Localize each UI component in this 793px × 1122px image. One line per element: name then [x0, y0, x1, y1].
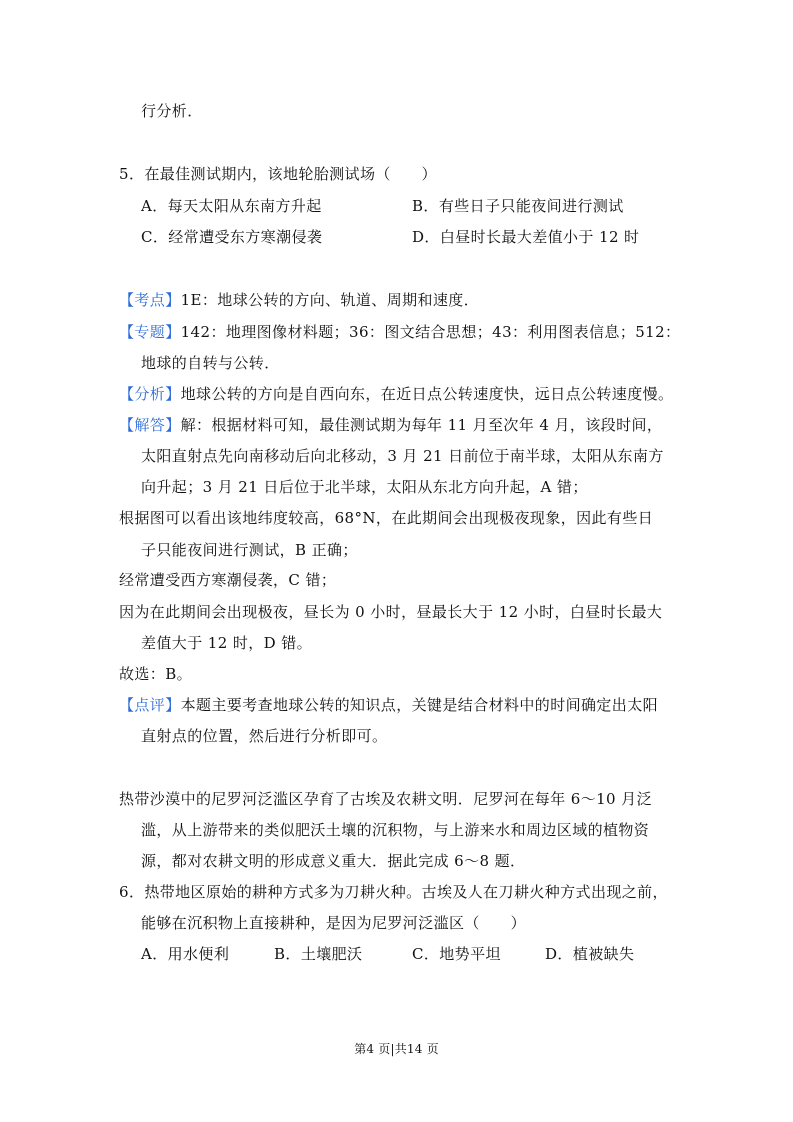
- q4-tail: 行分析．: [141, 102, 203, 120]
- q6-option-a: A．用水便利: [141, 945, 230, 963]
- kaodian-tag: 【考点】: [119, 291, 181, 309]
- jieda-line-7: 因为在此期间会出现极夜，昼长为 0 小时，昼最长大于 12 小时，白昼时长最大: [119, 603, 663, 621]
- q5-option-a: A．每天太阳从东南方升起: [141, 197, 322, 215]
- kaodian-line: [119, 290, 479, 310]
- q5-option-c: C．经常遭受东方寒潮侵袭: [141, 228, 323, 246]
- jieda-line-3: 向升起；3 月 21 日后位于北半球，太阳从东北方向升起，A 错；: [141, 478, 588, 496]
- jieda-text-1: 解：根据材料可知，最佳测试期为每年 11 月至次年 4 月，该段时间，: [180, 416, 663, 434]
- zhuanti-line-2: 地球的自转与公转．: [141, 354, 280, 372]
- q6-option-c: C．地势平坦: [412, 945, 501, 963]
- jieda-line-8: 差值大于 12 时，D 错。: [141, 634, 313, 652]
- zhuanti-tag: 【专题】: [119, 323, 181, 341]
- jieda-line-6: 经常遭受西方寒潮侵袭，C 错；: [119, 571, 337, 589]
- dianping-line-1: [119, 695, 658, 715]
- dianping-line-2: 直射点的位置，然后进行分析即可。: [141, 727, 388, 745]
- fenxi-line: [119, 384, 673, 404]
- q6-stem-1: 6．热带地区原始的耕种方式多为刀耕火种。古埃及人在刀耕火种方式出现之前，: [119, 883, 668, 901]
- material-line-2: 滥，从上游带来的类似肥沃土壤的沉积物，与上游来水和周边区域的植物资: [141, 821, 650, 839]
- jieda-tag: 【解答】: [119, 416, 181, 434]
- zhuanti-line-1: [119, 322, 680, 342]
- jieda-answer: 故选：B。: [119, 665, 193, 683]
- jieda-line-5: 子只能夜间进行测试，B 正确；: [141, 541, 358, 559]
- kaodian-text: 1E：地球公转的方向、轨道、周期和速度．: [180, 291, 480, 309]
- q5-option-b: B．有些日子只能夜间进行测试: [412, 197, 624, 215]
- fenxi-text: 地球公转的方向是自西向东，在近日点公转速度快，远日点公转速度慢。: [180, 385, 674, 403]
- jieda-line-4: 根据图可以看出该地纬度较高，68°N，在此期间会出现极夜现象，因此有些日: [119, 509, 654, 527]
- material-line-3: 源，都对农耕文明的形成意义重大．据此完成 6～8 题．: [141, 852, 526, 870]
- q6-option-d: D．植被缺失: [545, 945, 635, 963]
- zhuanti-text-1: 142：地理图像材料题；36：图文结合思想；43：利用图表信息；512：: [180, 323, 681, 341]
- dianping-tag: 【点评】: [119, 696, 181, 714]
- q6-option-b: B．土壤肥沃: [274, 945, 363, 963]
- material-line-1: 热带沙漠中的尼罗河泛滥区孕育了古埃及农耕文明．尼罗河在每年 6～10 月泛: [119, 790, 652, 808]
- page-footer: 第4 页|共14 页: [354, 1042, 439, 1056]
- q6-stem-2: 能够在沉积物上直接耕种，是因为尼罗河泛滥区（ ）: [141, 914, 527, 932]
- dianping-text-1: 本题主要考查地球公转的知识点，关键是结合材料中的时间确定出太阳: [180, 696, 659, 714]
- fenxi-tag: 【分析】: [119, 385, 181, 403]
- q5-option-d: D．白昼时长最大差值小于 12 时: [412, 228, 640, 246]
- q5-stem: 5．在最佳测试期内，该地轮胎测试场（ ）: [119, 165, 437, 183]
- jieda-line-1: [119, 415, 662, 435]
- jieda-line-2: 太阳直射点先向南移动后向北移动，3 月 21 日前位于南半球，太阳从东南方: [141, 447, 664, 465]
